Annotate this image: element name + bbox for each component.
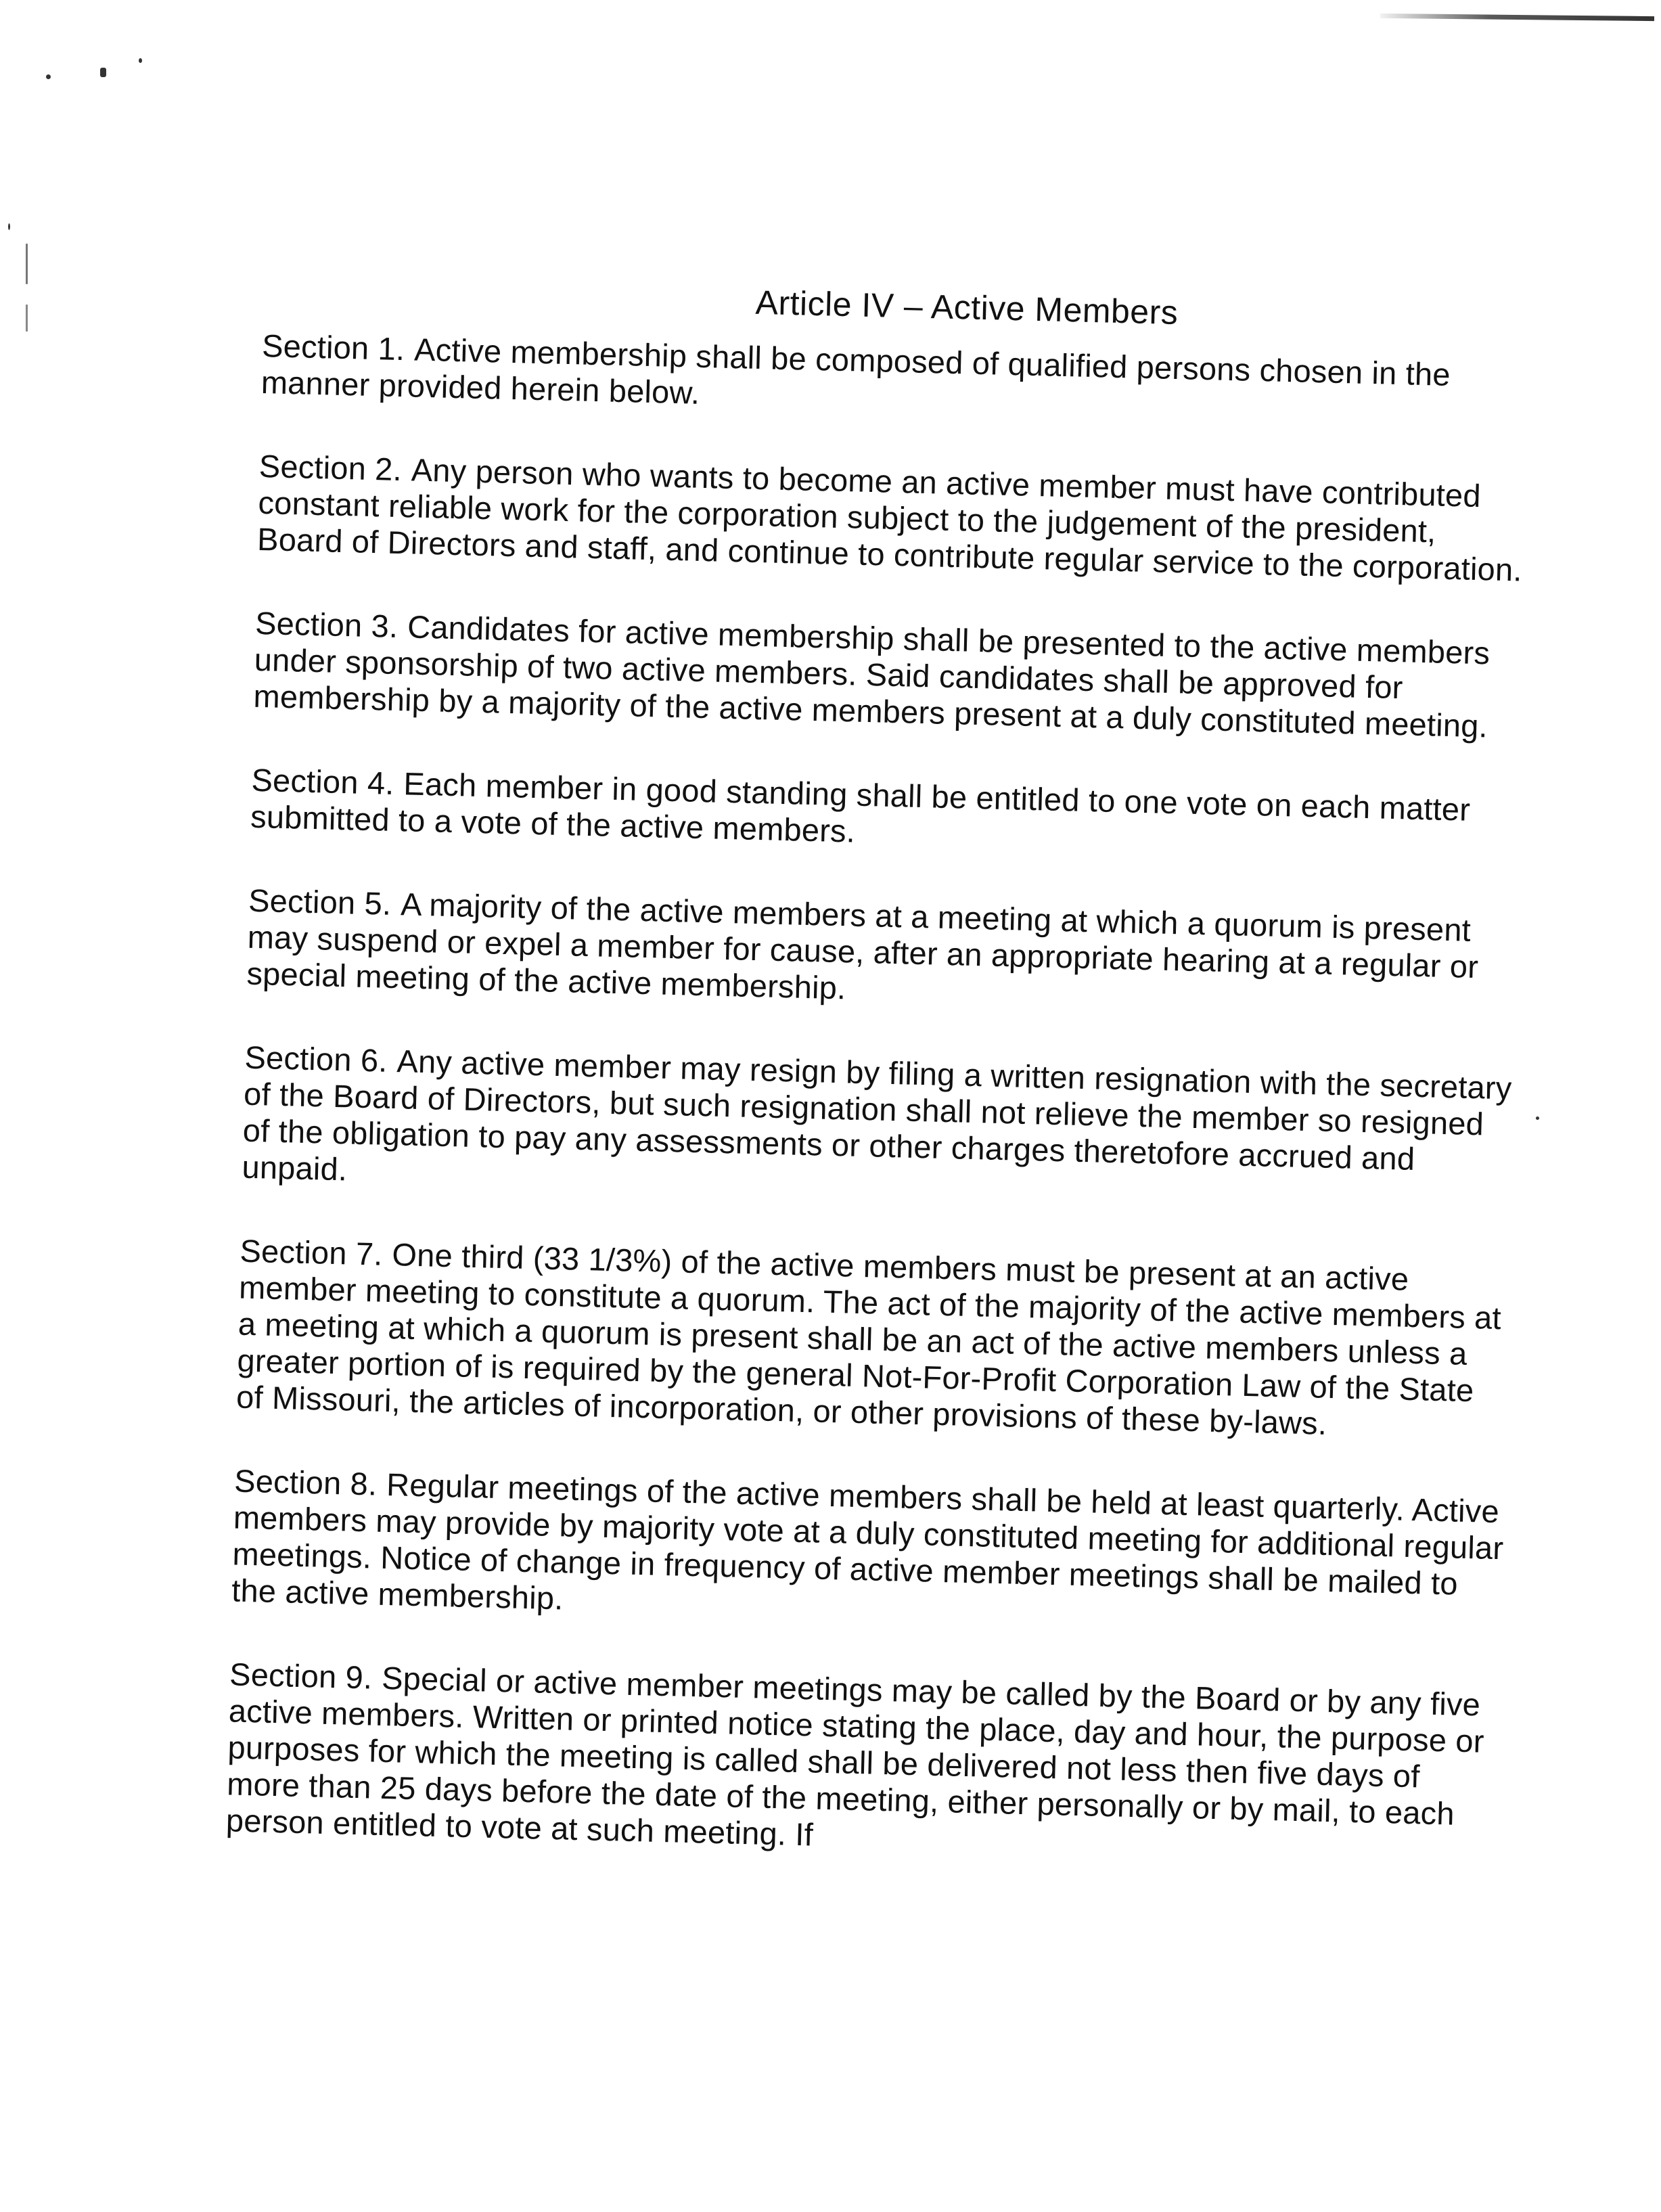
scan-speck (8, 223, 10, 230)
section-label: Section 2. (258, 447, 403, 488)
scan-speck (26, 304, 28, 332)
section-text: Regular meetings of the active members shall be held at least quarterly. Active members may provide by majority vote at a duly constituted meeting for additional regular meetings. Notice of change in frequency of active member meetings shall be mailed to the active membership. (231, 1466, 1504, 1617)
section-label: Section 1. (261, 327, 405, 367)
section-label: Section 8. (233, 1462, 378, 1502)
section-label: Section 3. (254, 604, 399, 644)
scan-edge-artifact (1380, 14, 1654, 21)
section-1 (260, 328, 1534, 432)
document-body (225, 271, 1536, 1917)
scan-speck (26, 244, 28, 284)
section-label: Section 5. (248, 882, 392, 922)
section-6 (242, 1039, 1517, 1217)
section-text: One third (33 1/3%) of the active members must be present at an active member meeting to constitute a quorum. The act of the majority of the active members at a meeting at which a quorum is present shall be an act of the active members unless a greater portion of is required by the general Not-For-Profit Corporation Law of the State of Missouri, the articles of incorporation, or other provisions of these by-laws. (235, 1236, 1502, 1441)
section-text: A majority of the active members at a meeting at which a quorum is present may suspend or expel a member for cause, after an appropriate hearing at a regular or special meeting of the active membership. (246, 886, 1479, 1006)
section-label: Section 7. (239, 1232, 384, 1272)
section-text: Any person who wants to become an active member must have contributed constant reliable work for the corporation subject to the judgement of the president, Board of Directors and staff, and continue to contribute regular service to the corporation. (256, 451, 1523, 588)
section-text: Any active member may resign by filing a written resignation with the secretary of the Board of Directors, but such resignation shall not relieve the member so resigned of the obligation to pay any assessments or other charges theretofore accrued and unpaid. (241, 1043, 1513, 1188)
scan-speck (46, 74, 51, 79)
section-label: Section 9. (229, 1656, 373, 1696)
section-3 (253, 605, 1527, 746)
section-text: Active membership shall be composed of qualified persons chosen in the manner provided herein below. (260, 331, 1451, 411)
scan-speck (139, 58, 142, 63)
section-9 (225, 1656, 1501, 1870)
section-8 (231, 1462, 1507, 1640)
section-2 (257, 448, 1531, 589)
scan-speck (1536, 1116, 1539, 1120)
section-label: Section 4. (250, 761, 395, 801)
section-text: Special or active member meetings may be called by the Board or by any five active members. Written or printed notice stating the place, day and hour, the purpose or purposes for which the meeting is called shall be delivered not less then five days of more than 25 days before the date of the meeting, either personally or by mail, to each person entitled to vote at such meeting. If (225, 1659, 1485, 1853)
section-text: Candidates for active membership shall be presented to the active members under sponsorship of two active members. Said candidates shall be approved for membership by a majority of the active members present at a duly constituted meeting. (252, 608, 1491, 744)
section-5 (246, 882, 1520, 1023)
section-text: Each member in good standing shall be entitled to one vote on each matter submitted to a vote of the active members. (250, 765, 1471, 849)
section-label: Section 6. (244, 1039, 388, 1079)
section-7 (236, 1233, 1512, 1447)
article-title: Article IV – Active Members (754, 283, 1179, 332)
section-4 (250, 762, 1524, 866)
scan-speck (100, 68, 106, 77)
